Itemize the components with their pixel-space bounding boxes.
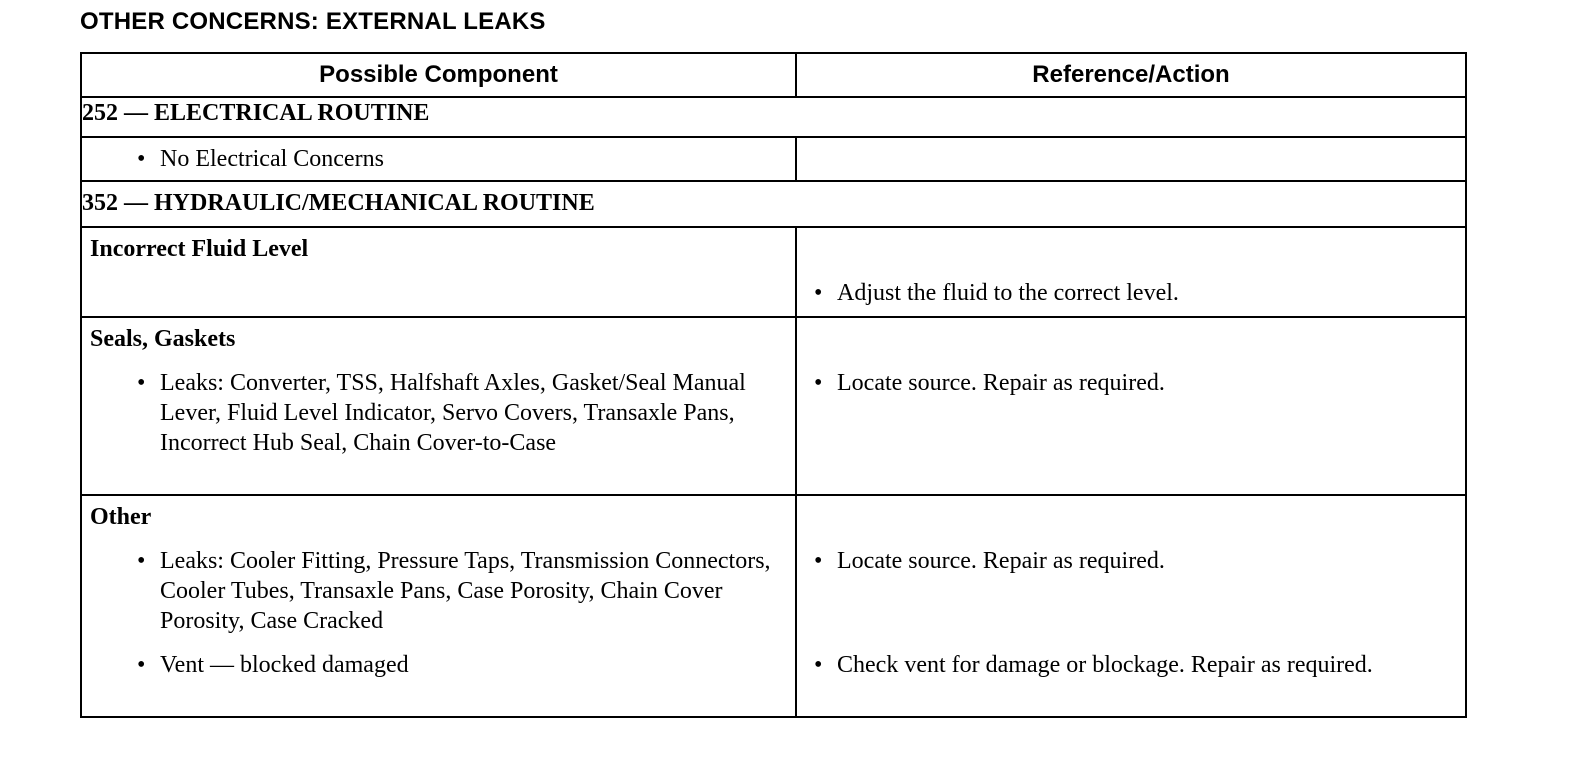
action-cell bbox=[796, 227, 1466, 317]
list-item bbox=[797, 278, 1465, 308]
list-item bbox=[82, 144, 795, 174]
component-cell bbox=[81, 495, 796, 717]
table-row bbox=[81, 495, 1466, 717]
action-text: Locate source. Repair as required. bbox=[837, 548, 1165, 574]
section-heading: Other bbox=[90, 504, 152, 530]
list-item bbox=[82, 546, 795, 636]
bullet-icon: • bbox=[814, 370, 823, 396]
routine-title: 252 — ELECTRICAL ROUTINE bbox=[81, 97, 1466, 137]
routine-row-hydraulic bbox=[81, 181, 1466, 227]
component-text: Leaks: Converter, TSS, Halfshaft Axles, Gasket/Seal Manual Lever, Fluid Level Indicator, Servo Covers, Transaxle Pans, Incorrect Hub Seal, Chain Cover-to-Case bbox=[160, 370, 746, 456]
action-text: Check vent for damage or blockage. Repair as required. bbox=[837, 652, 1373, 678]
bullet-icon: • bbox=[137, 370, 146, 396]
bullet-icon: • bbox=[814, 548, 823, 574]
bullet-icon: • bbox=[137, 548, 146, 574]
component-text: Leaks: Cooler Fitting, Pressure Taps, Transmission Connectors, Cooler Tubes, Transaxle Pans, Case Porosity, Chain Cover Porosity, Case Cracked bbox=[160, 548, 771, 634]
page-title: OTHER CONCERNS: EXTERNAL LEAKS bbox=[80, 8, 546, 35]
action-cell bbox=[796, 495, 1466, 717]
routine-row-electrical bbox=[81, 97, 1466, 137]
table-row bbox=[81, 137, 1466, 181]
diagnosis-table bbox=[80, 52, 1467, 718]
action-cell bbox=[796, 137, 1466, 181]
bullet-icon: • bbox=[137, 146, 146, 172]
section-heading: Incorrect Fluid Level bbox=[90, 236, 309, 262]
component-text: No Electrical Concerns bbox=[160, 146, 384, 172]
action-text: Locate source. Repair as required. bbox=[837, 370, 1165, 396]
table-header-row bbox=[81, 53, 1466, 97]
list-item bbox=[797, 368, 1465, 398]
table-row bbox=[81, 317, 1466, 495]
bullet-icon: • bbox=[137, 652, 146, 678]
bullet-icon: • bbox=[814, 652, 823, 678]
column-header-action: Reference/Action bbox=[796, 53, 1466, 97]
component-text: Vent — blocked damaged bbox=[160, 652, 409, 678]
action-text: Adjust the fluid to the correct level. bbox=[837, 280, 1179, 306]
column-header-component: Possible Component bbox=[81, 53, 796, 97]
action-cell bbox=[796, 317, 1466, 495]
component-cell bbox=[81, 227, 796, 317]
component-cell bbox=[81, 137, 796, 181]
list-item bbox=[797, 546, 1465, 576]
section-heading: Seals, Gaskets bbox=[90, 326, 236, 352]
component-cell bbox=[81, 317, 796, 495]
table-row bbox=[81, 227, 1466, 317]
bullet-icon: • bbox=[814, 280, 823, 306]
routine-title: 352 — HYDRAULIC/MECHANICAL ROUTINE bbox=[81, 181, 1466, 227]
list-item bbox=[82, 368, 795, 458]
list-item bbox=[797, 650, 1465, 680]
list-item bbox=[82, 650, 795, 680]
